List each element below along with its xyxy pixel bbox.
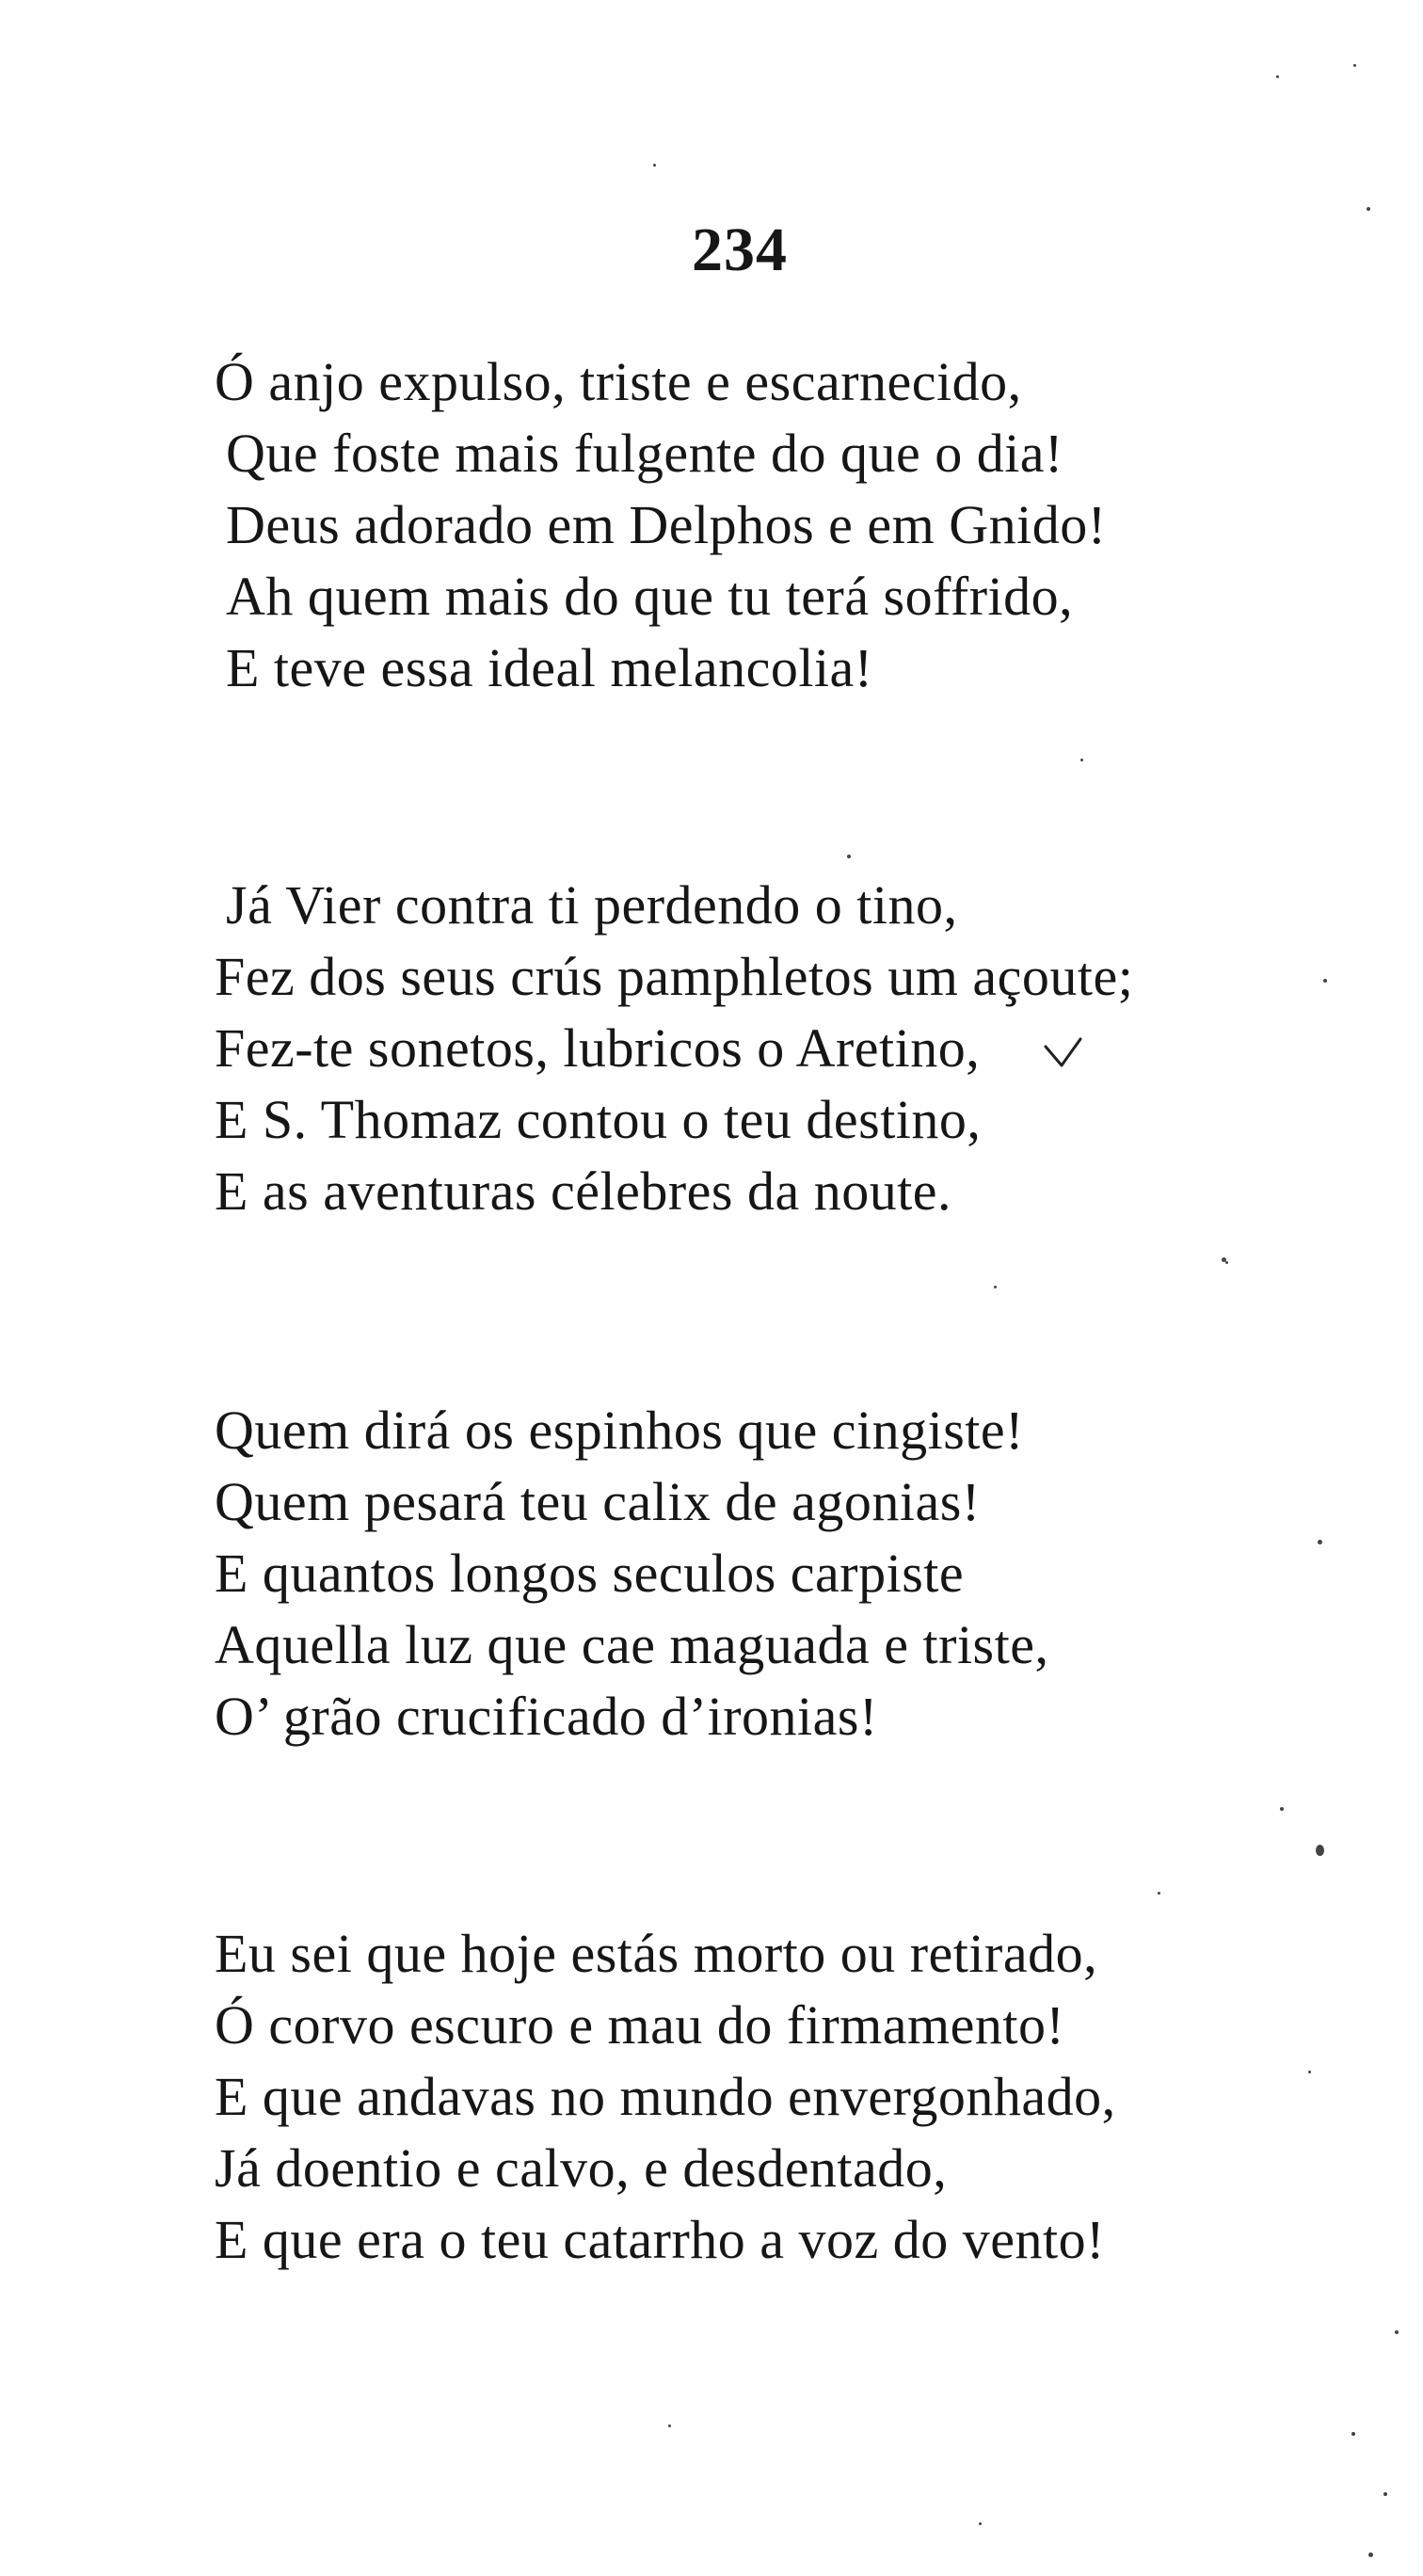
stanza-2: [215, 870, 1250, 1227]
verse-line: Quem dirá os espinhos que cingiste!: [215, 1400, 1024, 1461]
verse-line: Fez dos seus crús pamphletos um açoute;: [215, 946, 1134, 1007]
verse-line: Ah quem mais do que tu terá soffrido,: [226, 566, 1074, 627]
scan-speck: [1323, 979, 1327, 983]
scan-speck: [1308, 2071, 1311, 2073]
verse-line: E S. Thomaz contou o teu destino,: [215, 1089, 982, 1150]
verse-line: Quem pesará teu calix de agonias!: [215, 1471, 981, 1532]
verse-line: Já Vier contra ti perdendo o tino,: [226, 874, 958, 936]
scan-speck: [1318, 1540, 1322, 1544]
scan-speck: [1080, 759, 1083, 761]
verse-line: Que foste mais fulgente do que o dia!: [226, 423, 1063, 484]
verse-line: Fez-te sonetos, lubricos o Aretino,: [215, 1017, 981, 1079]
verse-line: Deus adorado em Delphos e em Gnido!: [226, 494, 1107, 555]
scan-speck: [1158, 1892, 1160, 1895]
verse-line: Ó corvo escuro e mau do firmamento!: [215, 1994, 1065, 2056]
scan-speck: [994, 1286, 997, 1288]
page-number: 234: [692, 216, 788, 284]
scan-speck: [668, 2424, 671, 2427]
scan-speck: [1225, 1261, 1228, 1264]
verse-line: E que andavas no mundo envergonhado,: [215, 2066, 1116, 2127]
scan-speck: [653, 164, 656, 167]
scan-speck: [847, 855, 851, 858]
handwritten-check-mark-icon: [1043, 1033, 1084, 1071]
scan-speck: [1383, 2492, 1387, 2496]
scan-speck: [1353, 64, 1356, 67]
scan-speck: [979, 2522, 982, 2525]
verse-line: Eu sei que hoje estás morto ou retirado,: [215, 1923, 1098, 1984]
scan-speck: [1367, 207, 1370, 211]
verse-line: E que era o teu catarrho a voz do vento!: [215, 2209, 1105, 2270]
stanza-1: [215, 346, 1250, 704]
verse-line: Já doentio e calvo, e desdentado,: [215, 2137, 948, 2199]
verse-line: E quantos longos seculos carpiste: [215, 1543, 965, 1604]
verse-line: Ó anjo expulso, triste e escarnecido,: [215, 351, 1022, 412]
stanza-4: [215, 1918, 1250, 2276]
scan-speck: [1316, 1845, 1324, 1856]
verse-line: O’ grão crucificado d’ironias!: [215, 1686, 878, 1747]
stanza-3: [215, 1395, 1250, 1752]
scan-speck: [1395, 2330, 1399, 2334]
scan-speck: [1280, 1807, 1284, 1811]
scan-speck: [1368, 2552, 1373, 2557]
verse-line: E teve essa ideal melancolia!: [226, 637, 873, 698]
scan-speck: [1351, 2432, 1355, 2436]
verse-line: E as aventuras célebres da noute.: [215, 1160, 952, 1222]
scan-speck: [1276, 75, 1279, 78]
verse-line: Aquella luz que cae maguada e triste,: [215, 1614, 1049, 1675]
